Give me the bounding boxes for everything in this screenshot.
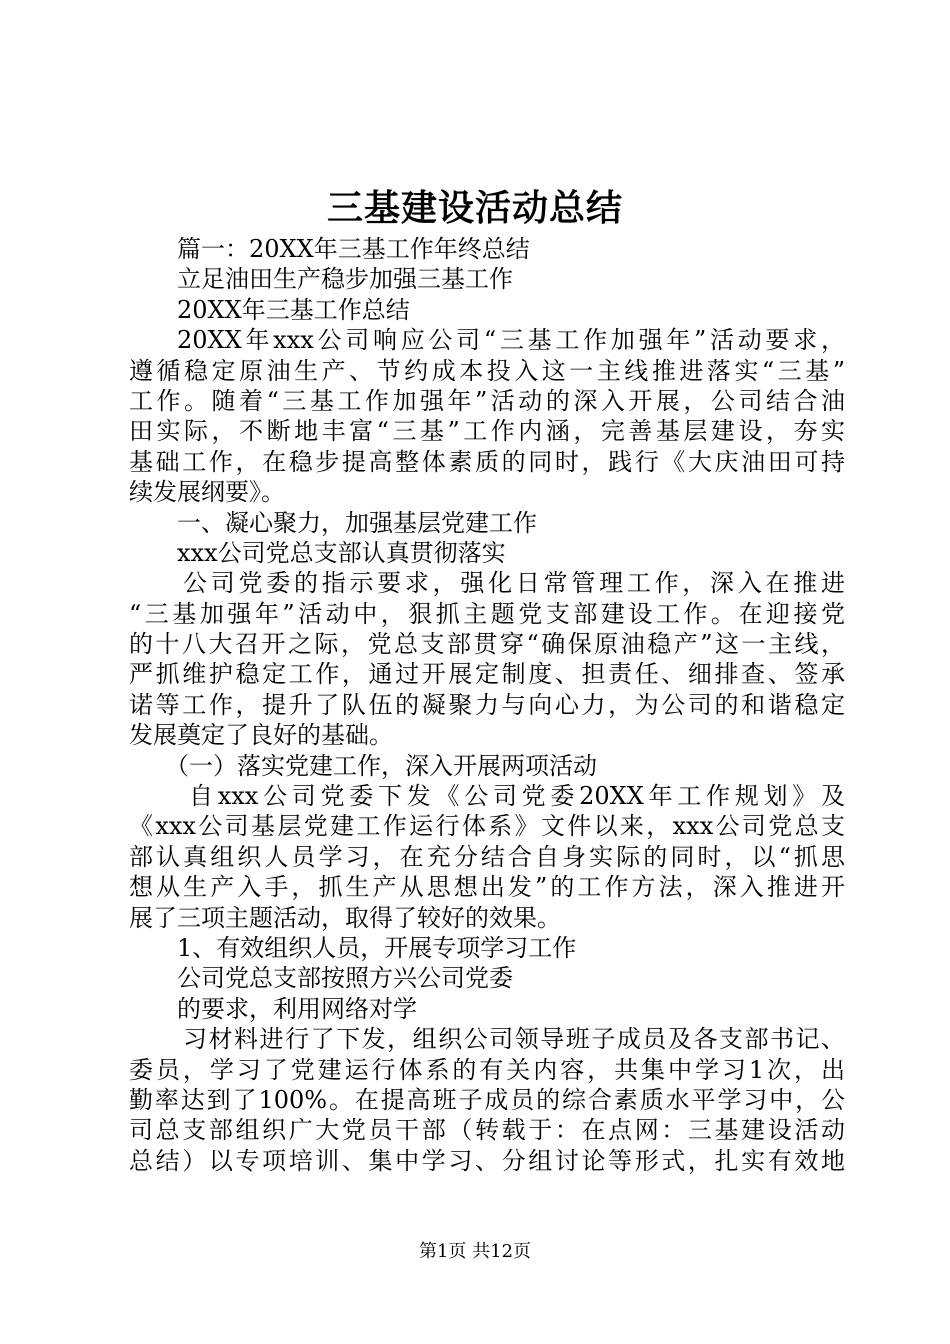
section-heading: 一、凝心聚力，加强基层党建工作 xyxy=(177,508,537,537)
text-line: 遵循稳定原油生产、节约成本投入这一主线推进落实“三基” xyxy=(129,356,845,385)
text-line: 《xxx公司基层党建工作运行体系》文件以来，xxx公司党总支 xyxy=(129,812,845,841)
text-line: 诺等工作，提升了队伍的凝聚力与向心力，为公司的和谐稳定 xyxy=(129,690,845,719)
text-line: 工作。随着“三基工作加强年”活动的深入开展，公司结合油 xyxy=(129,386,845,415)
text-line: 的十八大召开之际，党总支部贯穿“确保原油稳产”这一主线， xyxy=(129,630,845,659)
text-line: 公司党委的指示要求，强化日常管理工作，深入在推进 xyxy=(183,569,845,598)
text-line: 立足油田生产稳步加强三基工作 xyxy=(177,265,513,294)
text-line: 公司党总支部按照方兴公司党委 xyxy=(177,964,513,993)
page-number: 第1页 共12页 xyxy=(418,1241,532,1262)
text-line: 总结）以专项培训、集中学习、分组讨论等形式，扎实有效地 xyxy=(129,1146,845,1175)
text-line: 20XX年三基工作总结 xyxy=(177,295,410,324)
text-line: 20XX年xxx公司响应公司“三基工作加强年”活动要求， xyxy=(177,326,845,355)
document-title: 三基建设活动总结 xyxy=(326,187,623,229)
text-line: 篇一：20XX年三基工作年终总结 xyxy=(177,235,530,263)
text-line: 基础工作，在稳步提高整体素质的同时，践行《大庆油田可持 xyxy=(129,447,845,476)
text-line: 自xxx公司党委下发《公司党委20XX年工作规划》及 xyxy=(189,782,845,811)
text-line: 续发展纲要》。 xyxy=(129,478,285,507)
text-line: 发展奠定了良好的基础。 xyxy=(129,721,393,750)
text-line: 部认真组织人员学习，在充分结合自身实际的同时，以“抓思 xyxy=(129,842,845,871)
text-line: 委员，学习了党建运行体系的有关内容，共集中学习1次，出 xyxy=(129,1055,845,1084)
text-line: 严抓维护稳定工作，通过开展定制度、担责任、细排查、签承 xyxy=(129,660,845,689)
text-line: 司总支部组织广大党员干部（转载于：在点网：三基建设活动 xyxy=(129,1116,845,1145)
document-body xyxy=(129,234,845,1176)
section-heading: 1、有效组织人员，开展专项学习工作 xyxy=(177,933,577,962)
text-line: 田实际，不断地丰富“三基”工作内涵，完善基层建设，夯实 xyxy=(129,417,845,446)
section-heading: （一）落实党建工作，深入开展两项活动 xyxy=(165,751,597,780)
text-line: “三基加强年”活动中，狠抓主题党支部建设工作。在迎接党 xyxy=(129,599,845,628)
text-line: 的要求，利用网络对学 xyxy=(177,994,417,1023)
text-line: 习材料进行了下发，组织公司领导班子成员及各支部书记、 xyxy=(183,1025,845,1054)
text-line: 想从生产入手，抓生产从思想出发”的工作方法，深入推进开 xyxy=(129,873,845,902)
text-line: 展了三项主题活动，取得了较好的效果。 xyxy=(129,903,561,932)
text-line: 勤率达到了100%。在提高班子成员的综合素质水平学习中，公 xyxy=(129,1085,845,1114)
text-line: xxx公司党总支部认真贯彻落实 xyxy=(177,538,506,567)
